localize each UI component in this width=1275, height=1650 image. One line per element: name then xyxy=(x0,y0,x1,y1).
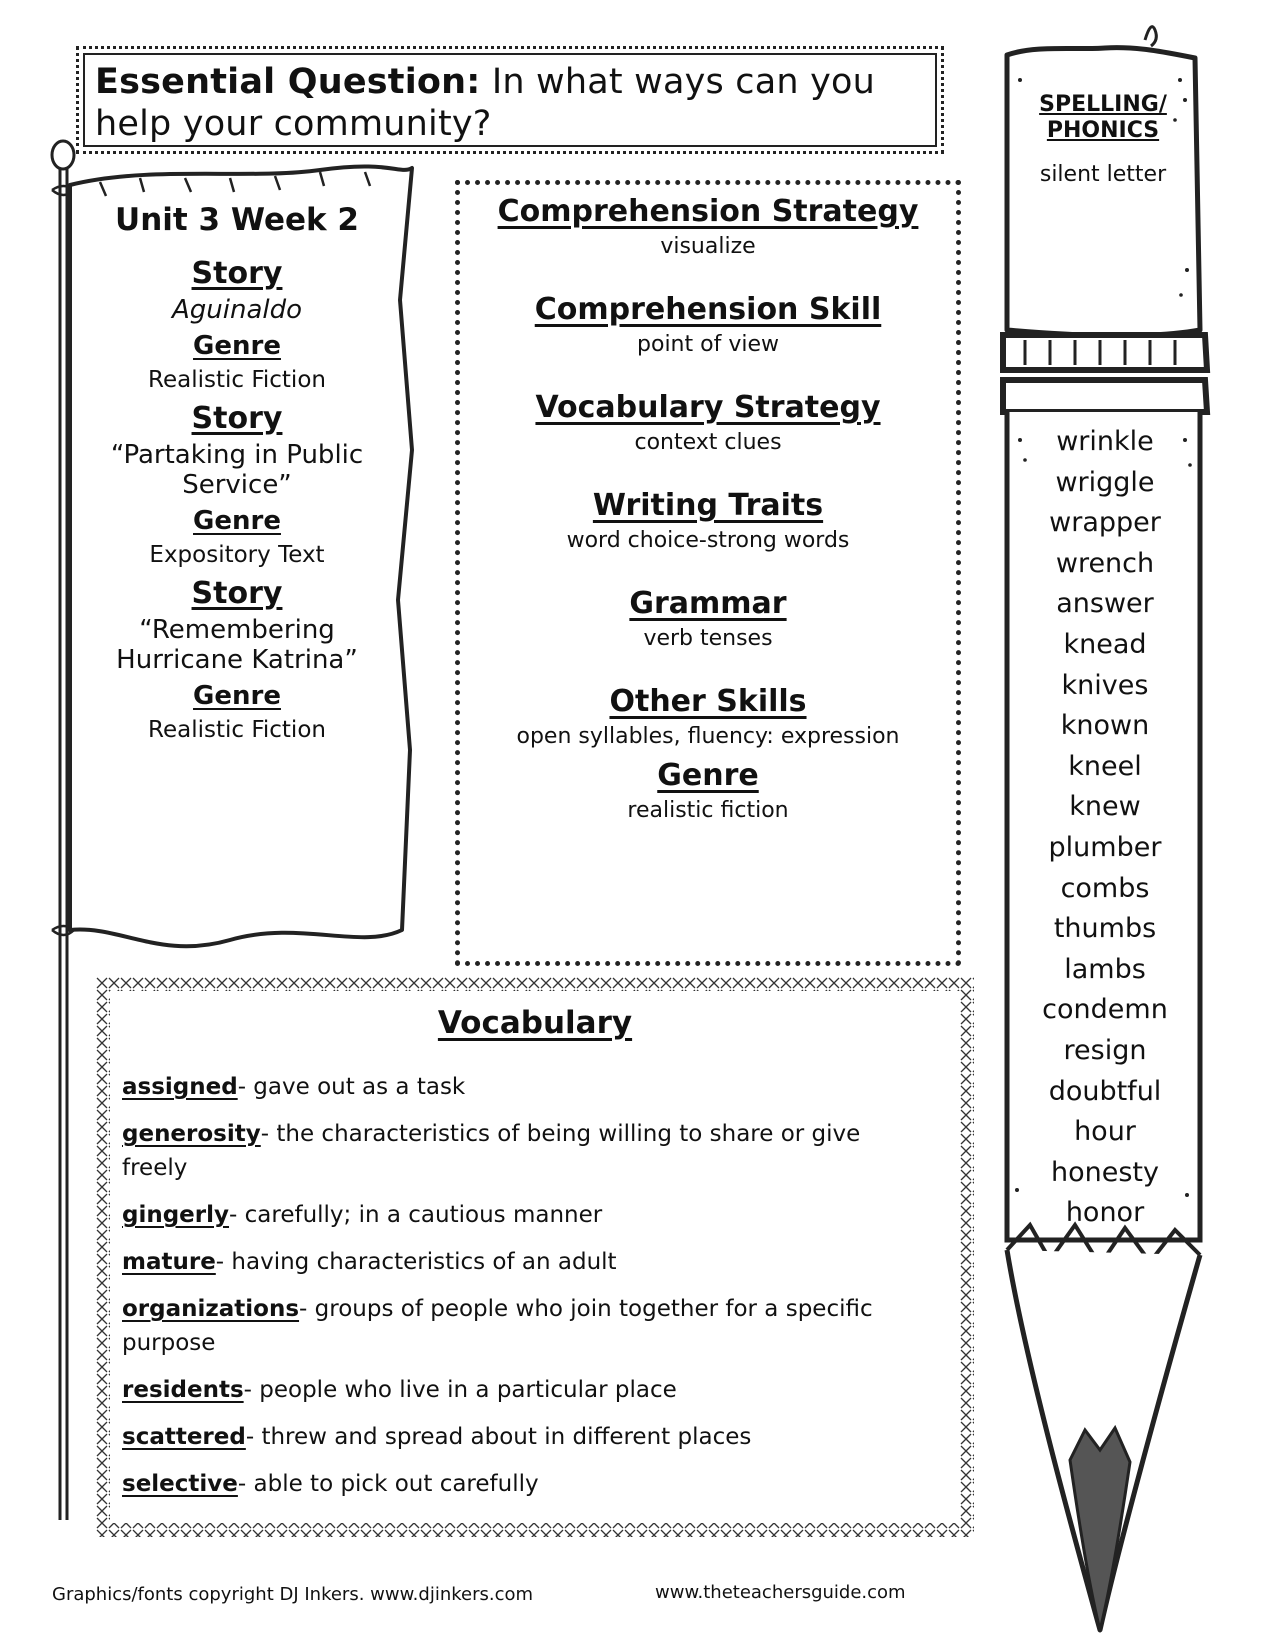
story-title-1: Aguinaldo xyxy=(171,295,303,325)
vocab-word: selective xyxy=(122,1471,238,1497)
skill-heading-other-skills: Other Skills xyxy=(609,684,807,719)
vocab-word: assigned xyxy=(122,1074,238,1100)
vocabulary-list xyxy=(122,1070,902,1514)
spelling-word: combs xyxy=(1060,872,1150,904)
spelling-word: plumber xyxy=(1048,831,1162,863)
skill-value-writing-traits: word choice-strong words xyxy=(566,528,850,553)
vocab-item xyxy=(122,1070,902,1104)
genre-value-1: Realistic Fiction xyxy=(148,367,326,393)
spelling-word: knead xyxy=(1063,628,1147,660)
spelling-word: resign xyxy=(1063,1034,1147,1066)
vocab-word: residents xyxy=(122,1377,244,1403)
flag-content xyxy=(82,202,392,751)
spelling-word: honesty xyxy=(1051,1156,1159,1188)
story-label-3: Story xyxy=(191,576,283,611)
spelling-word: hour xyxy=(1074,1116,1136,1148)
spelling-word: known xyxy=(1060,710,1150,742)
spelling-word: knew xyxy=(1069,791,1141,823)
skill-value-comprehension-strategy: visualize xyxy=(660,234,756,259)
story-title-3: “Remembering Hurricane Katrina” xyxy=(116,615,358,675)
vocab-item xyxy=(122,1467,902,1501)
skills-list xyxy=(460,192,956,854)
genre-label-1: Genre xyxy=(193,331,281,361)
spelling-word: wriggle xyxy=(1055,466,1155,498)
skill-value-genre: realistic fiction xyxy=(627,798,789,823)
spelling-heading xyxy=(1020,92,1186,144)
spelling-word: wrapper xyxy=(1049,507,1161,539)
spelling-word: honor xyxy=(1065,1197,1145,1229)
skill-heading-writing-traits: Writing Traits xyxy=(592,488,824,523)
vocab-definition: - the characteristics of being willing to share or give freely xyxy=(122,1121,861,1181)
vocab-definition: - gave out as a task xyxy=(237,1074,466,1100)
spelling-word: condemn xyxy=(1042,994,1168,1026)
skill-heading-comprehension-strategy: Comprehension Strategy xyxy=(497,194,919,229)
skill-value-comprehension-skill: point of view xyxy=(637,332,779,357)
vocab-item xyxy=(122,1292,902,1360)
vocab-definition: - carefully; in a cautious manner xyxy=(229,1202,603,1228)
spelling-word: lambs xyxy=(1064,953,1146,985)
vocab-definition: - threw and spread about in different places xyxy=(245,1424,752,1450)
vocab-word: generosity xyxy=(122,1121,261,1147)
unit-week-title: Unit 3 Week 2 xyxy=(115,202,359,238)
footer-copyright: Graphics/fonts copyright DJ Inkers. www.djinkers.com xyxy=(52,1584,534,1605)
spelling-word: doubtful xyxy=(1048,1075,1162,1107)
spelling-subheading: silent letter xyxy=(1039,162,1167,187)
skill-heading-comprehension-skill: Comprehension Skill xyxy=(534,292,882,327)
skill-value-other-skills: open syllables, fluency: expression xyxy=(516,724,900,749)
vocab-item xyxy=(122,1117,902,1185)
spelling-word: thumbs xyxy=(1053,913,1157,945)
vocab-item xyxy=(122,1245,902,1279)
spelling-word-list xyxy=(1022,422,1188,1234)
vocab-word: mature xyxy=(122,1249,216,1275)
skill-heading-genre: Genre xyxy=(657,758,759,793)
story-label-2: Story xyxy=(191,401,283,436)
vocab-definition: - people who live in a particular place xyxy=(243,1377,677,1403)
vocab-word: gingerly xyxy=(122,1202,230,1228)
vocab-definition: - groups of people who join together for a specific purpose xyxy=(122,1296,873,1356)
vocab-definition: - able to pick out carefully xyxy=(237,1471,539,1497)
story-title-2: “Partaking in Public Service” xyxy=(110,440,364,500)
essential-question-label: Essential Question: xyxy=(95,62,481,102)
vocab-definition: - having characteristics of an adult xyxy=(215,1249,617,1275)
spelling-word: kneel xyxy=(1068,750,1142,782)
vocab-word: organizations xyxy=(122,1296,300,1322)
skill-heading-grammar: Grammar xyxy=(629,586,787,621)
genre-value-2: Expository Text xyxy=(149,542,325,568)
skill-value-vocabulary-strategy: context clues xyxy=(634,430,782,455)
vocab-item xyxy=(122,1373,902,1407)
vocab-item xyxy=(122,1420,902,1454)
spelling-word: wrench xyxy=(1055,547,1155,579)
essential-question-text: In what ways can you help your community? xyxy=(95,62,876,144)
vocab-word: scattered xyxy=(122,1424,246,1450)
vocabulary-title: Vocabulary xyxy=(437,1005,633,1041)
skill-heading-vocabulary-strategy: Vocabulary Strategy xyxy=(535,390,881,425)
vocab-item xyxy=(122,1198,902,1232)
genre-label-2: Genre xyxy=(193,506,281,536)
genre-label-3: Genre xyxy=(193,681,281,711)
genre-value-3: Realistic Fiction xyxy=(148,717,326,743)
spelling-heading-line1: SPELLING/ xyxy=(1039,92,1167,117)
spelling-word: answer xyxy=(1056,588,1154,620)
spelling-heading-line2: PHONICS xyxy=(1046,118,1160,143)
spelling-word: knives xyxy=(1061,669,1149,701)
story-label-1: Story xyxy=(191,256,283,291)
footer-website: www.theteachersguide.com xyxy=(655,1582,906,1603)
skill-value-grammar: verb tenses xyxy=(643,626,773,651)
spelling-word: wrinkle xyxy=(1056,426,1154,457)
